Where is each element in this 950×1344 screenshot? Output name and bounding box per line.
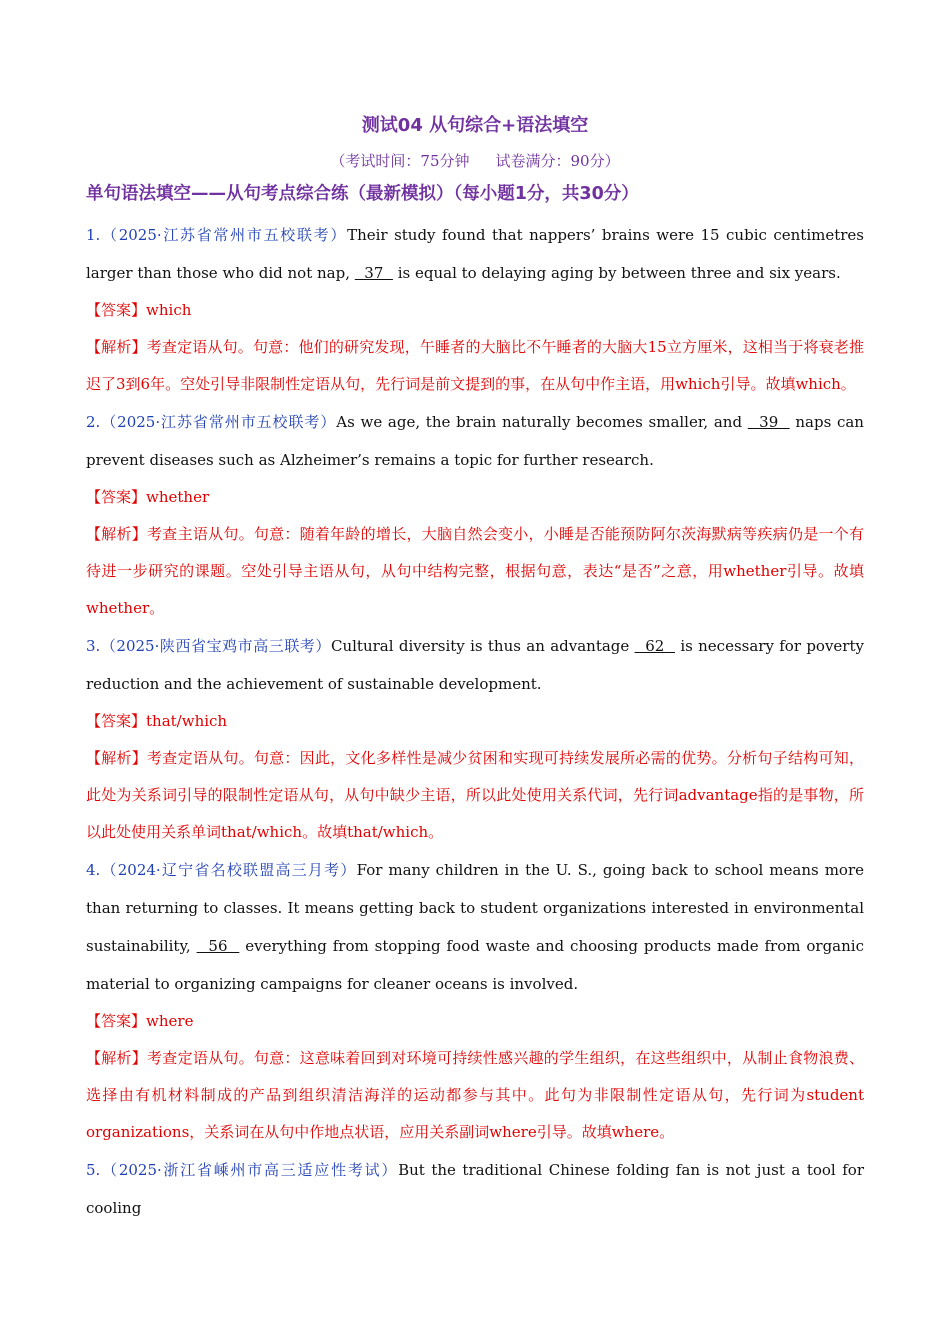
question-stem-rest: is equal to delaying aging by between three and six years.	[397, 264, 841, 282]
analysis-line	[86, 740, 864, 851]
analysis-label: 【解析】	[86, 525, 148, 543]
question-item	[86, 627, 864, 851]
answer-line	[86, 479, 864, 516]
analysis-text: 考查定语从句。句意：这意味着回到对环境可持续性感兴趣的学生组织，在这些组织中，从制止食物浪费、选择由有机材料制成的产品到组织清洁海洋的运动都参与其中。此句为非限制性定语从句，先行词为student organizations，关系词在从句中作地点状语，应用关系副词where引导。故填where。	[86, 1049, 864, 1141]
exam-info	[86, 149, 864, 173]
answer-value: that/which	[146, 712, 228, 730]
analysis-text: 考查主语从句。句意：随着年龄的增长，大脑自然会变小，小睡是否能预防阿尔茨海默病等疾病仍是一个有待进一步研究的课题。空处引导主语从句，从句中结构完整，根据句意，表达“是否”之意，用whether引导。故填whether。	[86, 525, 864, 617]
question-item	[86, 851, 864, 1151]
analysis-label: 【解析】	[86, 1049, 148, 1067]
question-number: 1.	[86, 226, 101, 244]
answer-blank: 37	[354, 264, 393, 282]
analysis-label: 【解析】	[86, 338, 147, 356]
question-text	[86, 851, 864, 1003]
answer-blank: 39	[747, 413, 790, 431]
question-source: （2024·辽宁省名校联盟高三月考）	[100, 861, 357, 879]
document-page	[86, 112, 864, 1227]
question-stem: Their study found that nappers’ brains were 15 cubic centimetres larger than those who did not nap,	[86, 226, 865, 282]
page-title: 测试04 从句综合+语法填空	[361, 115, 589, 136]
question-number: 3.	[86, 637, 101, 655]
analysis-line	[86, 516, 864, 627]
analysis-text: 考查定语从句。句意：他们的研究发现，午睡者的大脑比不午睡者的大脑大15立方厘米，这相当于将衰老推迟了3到6年。空处引导非限制性定语从句，先行词是前文提到的事，在从句中作主语，用which引导。故填which。	[86, 338, 864, 393]
answer-blank: 56	[196, 937, 240, 955]
question-number: 5.	[86, 1161, 101, 1179]
answer-line	[86, 292, 864, 329]
answer-value: which	[146, 301, 192, 319]
question-stem-rest: is necessary for poverty reduction and the achievement of sustainable development.	[86, 637, 864, 693]
question-source: （2025·江苏省常州市五校联考）	[100, 413, 337, 431]
question-source: （2025·陕西省宝鸡市高三联考）	[100, 637, 331, 655]
question-stem-rest: everything from stopping food waste and choosing products made from organic material to organizing campaigns for cleaner oceans is involved.	[86, 937, 864, 993]
question-item	[86, 403, 864, 627]
analysis-line	[86, 1040, 864, 1151]
analysis-text: 考查定语从句。句意：因此，文化多样性是减少贫困和实现可持续发展所必需的优势。分析句子结构可知，此处为关系词引导的限制性定语从句，从句中缺少主语，所以此处使用关系代词，先行词advantage指的是事物，所以此处使用关系单词that/which。故填that/which。	[86, 749, 864, 841]
question-stem: But the traditional Chinese folding fan is not just a tool for cooling	[86, 1161, 864, 1217]
question-text	[86, 627, 864, 703]
question-stem: As we age, the brain naturally becomes smaller, and	[336, 413, 743, 431]
question-item	[86, 216, 864, 403]
answer-label: 【答案】	[86, 301, 147, 319]
question-item	[86, 1151, 864, 1227]
answer-label: 【答案】	[86, 488, 147, 506]
question-stem: For many children in the U. S., going back to school means more than returning to classes. It means getting back to student organizations interested in environmental sustainability,	[86, 861, 864, 955]
answer-line	[86, 1003, 864, 1040]
answer-value: where	[146, 1012, 194, 1030]
analysis-line	[86, 329, 864, 403]
question-text	[86, 216, 864, 292]
question-source: （2025·江苏省常州市五校联考）	[100, 226, 348, 244]
answer-line	[86, 703, 864, 740]
answer-label: 【答案】	[86, 1012, 147, 1030]
question-text	[86, 1151, 864, 1227]
answer-value: whether	[146, 488, 210, 506]
exam-time: （考试时间：75分钟	[330, 152, 470, 170]
analysis-label: 【解析】	[86, 749, 148, 767]
answer-blank: 62	[634, 637, 675, 655]
question-number: 4.	[86, 861, 101, 879]
question-stem-rest: naps can prevent diseases such as Alzheimer’s remains a topic for further research.	[86, 413, 864, 469]
question-stem: Cultural diversity is thus an advantage	[331, 637, 630, 655]
question-text	[86, 403, 864, 479]
question-source: （2025·浙江省嵊州市高三适应性考试）	[100, 1161, 399, 1179]
section-title: 单句语法填空——从句考点综合练（最新模拟）（每小题1分，共30分）	[86, 184, 639, 204]
question-number: 2.	[86, 413, 101, 431]
full-score: 试卷满分：90分）	[495, 152, 620, 170]
answer-label: 【答案】	[86, 712, 147, 730]
